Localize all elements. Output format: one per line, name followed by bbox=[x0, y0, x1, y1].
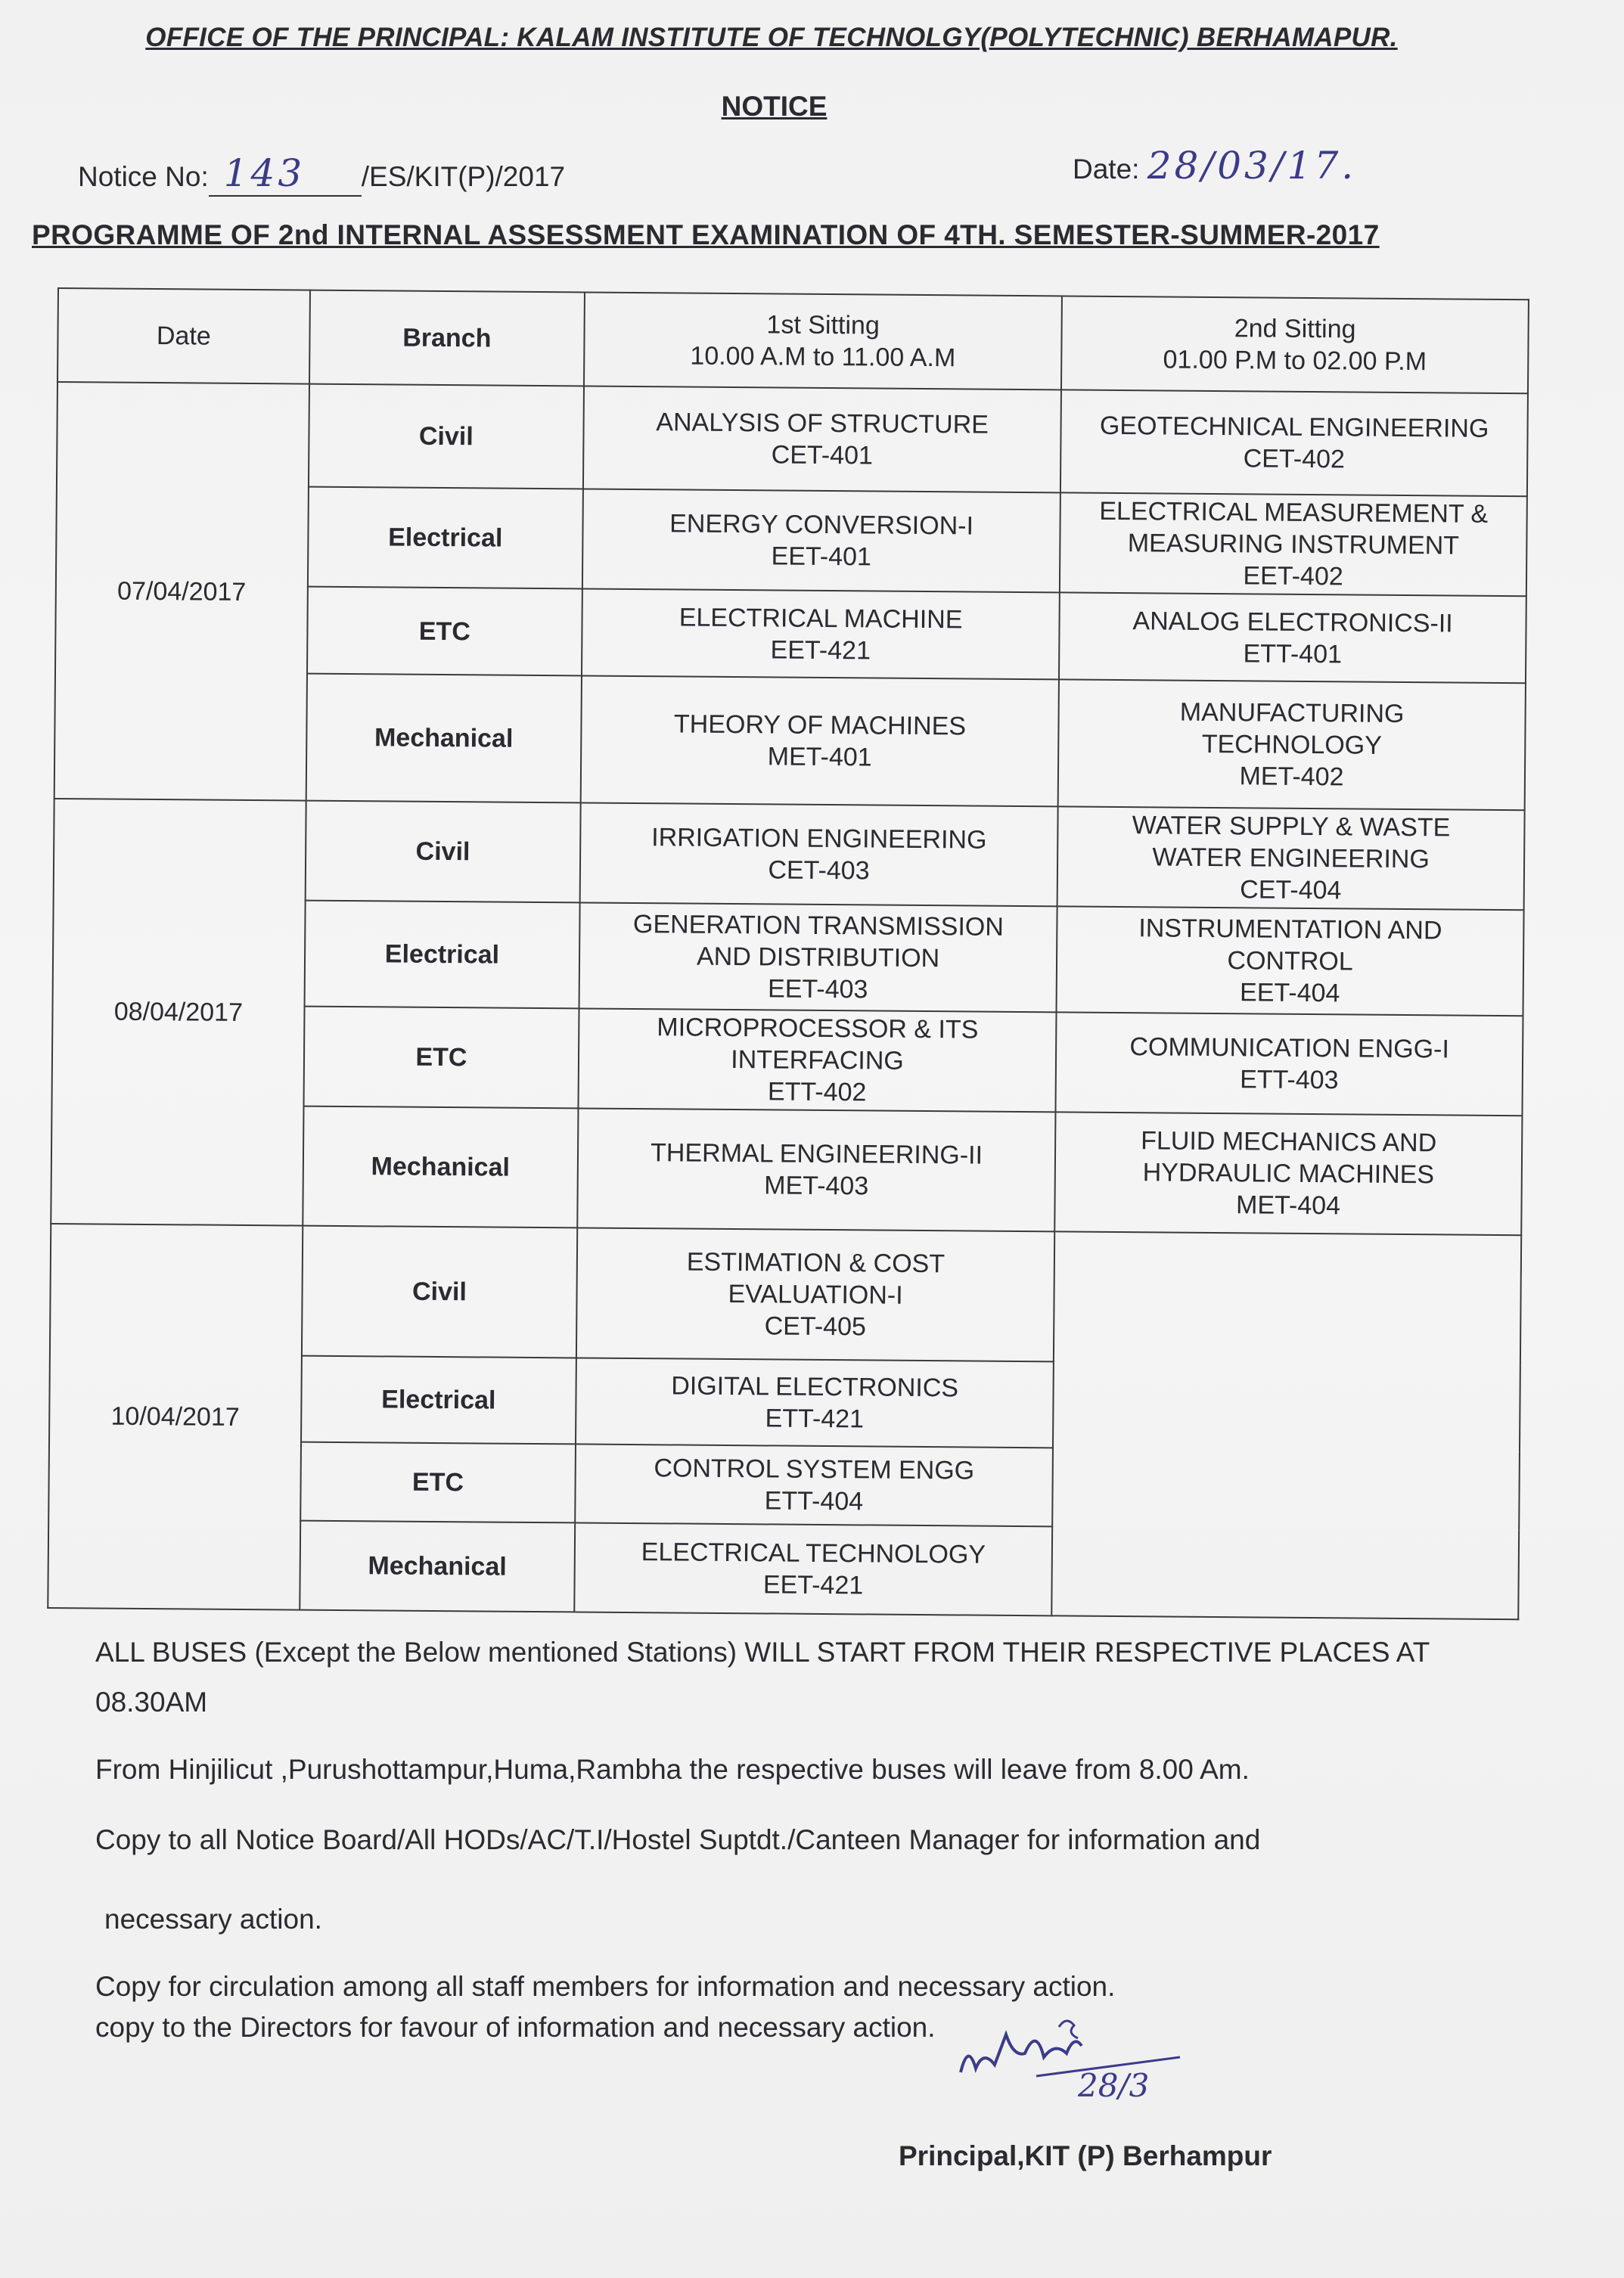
subject-code: ETT-402 bbox=[767, 1077, 867, 1107]
second-sitting-label: 2nd Sitting bbox=[1234, 314, 1356, 344]
copy-staff: Copy for circulation among all staff members for information and necessary action. bbox=[95, 1971, 1116, 2002]
notice-title: NOTICE bbox=[721, 91, 828, 122]
second-sitting-subject bbox=[1057, 906, 1524, 1016]
subject-name-line: THERMAL ENGINEERING-II bbox=[650, 1138, 983, 1170]
subject-name-line: ESTIMATION & COST bbox=[686, 1247, 946, 1279]
copy-directors: copy to the Directors for favour of information and necessary action. bbox=[95, 2012, 936, 2043]
subject-name-line: ELECTRICAL MEASUREMENT & bbox=[1099, 496, 1489, 529]
exam-date: 08/04/2017 bbox=[51, 799, 306, 1226]
subject-name-line: GENERATION TRANSMISSION bbox=[632, 910, 1005, 942]
subject-name-line: CONTROL bbox=[1227, 946, 1353, 976]
first-sitting-subject bbox=[582, 489, 1060, 592]
subject-name-line: INSTRUMENTATION AND bbox=[1138, 914, 1442, 945]
branch-name: Electrical bbox=[308, 487, 583, 589]
subject-code: EET-401 bbox=[771, 542, 872, 572]
date-label: Date: bbox=[1073, 154, 1140, 185]
subject-name-line: ENERGY CONVERSION-I bbox=[669, 509, 974, 541]
subject-code: ETT-401 bbox=[1243, 638, 1343, 669]
branch-name: Civil bbox=[309, 384, 584, 489]
first-sitting-subject bbox=[581, 675, 1059, 806]
branch-name: ETC bbox=[307, 587, 582, 676]
notice-number-line bbox=[78, 151, 565, 197]
branch-name: Electrical bbox=[301, 1356, 576, 1445]
subject-name-line: AND DISTRIBUTION bbox=[696, 942, 940, 973]
subject-code: MET-403 bbox=[764, 1171, 869, 1201]
hinjilicut-note: From Hinjilicut ,Purushottampur,Huma,Rambha the respective buses will leave from 8.00 Am. bbox=[95, 1754, 1250, 1785]
notice-date: 28/03/17. bbox=[1147, 144, 1357, 188]
notice-number-suffix: /ES/KIT(P)/2017 bbox=[361, 161, 566, 192]
table-row bbox=[50, 1224, 1521, 1365]
subject-name-line: THEORY OF MACHINES bbox=[673, 709, 967, 741]
subject-code: CET-403 bbox=[768, 855, 870, 886]
table-row bbox=[54, 799, 1525, 910]
notice-number: 143 bbox=[223, 151, 306, 195]
table-header-row bbox=[57, 288, 1529, 393]
subject-code: CET-402 bbox=[1243, 444, 1346, 474]
subject-name-line: IRRIGATION ENGINEERING bbox=[651, 823, 987, 855]
subject-name-line: ANALYSIS OF STRUCTURE bbox=[656, 408, 989, 439]
first-sitting-subject bbox=[575, 1444, 1053, 1526]
buses-note bbox=[95, 1634, 1601, 1721]
notice-number-label: Notice No: bbox=[78, 161, 209, 192]
branch-name: Electrical bbox=[304, 901, 579, 1009]
subject-name-line: FLUID MECHANICS AND bbox=[1141, 1126, 1437, 1158]
exam-date: 07/04/2017 bbox=[54, 382, 309, 801]
subject-code: ETT-421 bbox=[765, 1404, 865, 1434]
subject-name-line: EVALUATION-I bbox=[728, 1280, 903, 1310]
subject-code: MET-401 bbox=[767, 742, 872, 772]
subject-code: ETT-404 bbox=[764, 1486, 864, 1516]
subject-code: EET-421 bbox=[762, 1570, 864, 1600]
second-sitting-subject bbox=[1057, 806, 1525, 910]
principal-title: Principal,KIT (P) Berhampur bbox=[899, 2140, 1272, 2171]
branch-name: Civil bbox=[305, 801, 580, 903]
first-sitting-subject bbox=[578, 1008, 1056, 1112]
principal-signature bbox=[953, 2012, 1195, 2103]
subject-code: ETT-403 bbox=[1240, 1065, 1339, 1095]
branch-name: ETC bbox=[300, 1442, 576, 1523]
subject-name-line: ANALOG ELECTRONICS-II bbox=[1132, 606, 1453, 638]
second-sitting-subject bbox=[1054, 1112, 1522, 1235]
copy-notice-board-cont: necessary action. bbox=[104, 1904, 322, 1935]
second-sitting-subject bbox=[1060, 389, 1528, 496]
subject-name-line: ELECTRICAL TECHNOLOGY bbox=[641, 1538, 986, 1569]
second-sitting-subject bbox=[1056, 1012, 1523, 1116]
programme-heading: PROGRAMME OF 2nd INTERNAL ASSESSMENT EXAMINATION OF 4TH. SEMESTER-SUMMER-2017 bbox=[32, 219, 1380, 250]
subject-name-line: GEOTECHNICAL ENGINEERING bbox=[1099, 411, 1489, 443]
subject-code: MET-402 bbox=[1239, 762, 1344, 792]
signature-date: 28/3 bbox=[1078, 2067, 1150, 2103]
second-sitting-subject bbox=[1059, 592, 1526, 683]
first-sitting-subject bbox=[582, 588, 1060, 679]
buses-note-line1: ALL BUSES (Except the Below mentioned Stations) WILL START FROM THEIR RESPECTIVE PLACES AT bbox=[95, 1637, 1430, 1668]
branch-name: Civil bbox=[302, 1226, 578, 1358]
copy-notice-board: Copy to all Notice Board/All HODs/AC/T.I/Hostel Suptdt./Canteen Manager for information and bbox=[95, 1824, 1261, 1855]
subject-code: MET-404 bbox=[1235, 1190, 1341, 1221]
first-sitting-subject bbox=[579, 902, 1057, 1012]
second-sitting-subject bbox=[1060, 492, 1527, 596]
branch-name: Mechanical bbox=[300, 1521, 575, 1612]
subject-name-line: ELECTRICAL MACHINE bbox=[678, 602, 963, 634]
subject-code: EET-421 bbox=[770, 635, 871, 665]
subject-code: CET-401 bbox=[771, 440, 874, 470]
second-sitting-subject bbox=[1058, 679, 1526, 810]
first-sitting-subject bbox=[576, 1358, 1054, 1448]
header-first-sitting bbox=[584, 292, 1062, 389]
subject-name-line: TECHNOLOGY bbox=[1201, 729, 1383, 760]
subject-name-line: MANUFACTURING bbox=[1179, 697, 1405, 729]
header-second-sitting bbox=[1061, 296, 1529, 393]
first-sitting-time: 10.00 A.M to 11.00 A.M bbox=[690, 341, 956, 373]
subject-name-line: DIGITAL ELECTRONICS bbox=[671, 1371, 959, 1403]
table-row bbox=[57, 382, 1528, 496]
subject-code: CET-405 bbox=[764, 1311, 867, 1342]
first-sitting-subject bbox=[583, 386, 1061, 492]
subject-name-line: MEASURING INSTRUMENT bbox=[1127, 529, 1460, 560]
second-sitting-empty bbox=[1051, 1231, 1521, 1619]
subject-code: CET-404 bbox=[1240, 875, 1342, 905]
first-sitting-label: 1st Sitting bbox=[766, 310, 880, 340]
subject-name-line: COMMUNICATION ENGG-I bbox=[1129, 1032, 1450, 1064]
subject-name-line: MICROPROCESSOR & ITS bbox=[657, 1013, 979, 1044]
first-sitting-subject bbox=[580, 802, 1058, 906]
subject-name-line: CONTROL SYSTEM ENGG bbox=[654, 1454, 975, 1485]
first-sitting-subject bbox=[576, 1227, 1054, 1361]
exam-date: 10/04/2017 bbox=[48, 1224, 303, 1610]
subject-code: EET-402 bbox=[1243, 561, 1343, 591]
buses-note-line2: 08.30AM bbox=[95, 1687, 208, 1718]
second-sitting-time: 01.00 P.M to 02.00 P.M bbox=[1163, 345, 1427, 377]
header-branch: Branch bbox=[309, 290, 585, 386]
office-heading: OFFICE OF THE PRINCIPAL: KALAM INSTITUTE OF TECHNOLGY(POLYTECHNIC) BERHAMAPUR. bbox=[145, 23, 1398, 52]
subject-code: EET-404 bbox=[1239, 978, 1340, 1008]
branch-name: ETC bbox=[303, 1007, 579, 1109]
exam-schedule-table bbox=[47, 287, 1529, 1620]
notice-date-line bbox=[1073, 144, 1356, 188]
subject-name-line: INTERFACING bbox=[731, 1045, 904, 1075]
header-date: Date bbox=[57, 288, 310, 384]
branch-name: Mechanical bbox=[306, 674, 582, 803]
subject-name-line: HYDRAULIC MACHINES bbox=[1142, 1158, 1435, 1190]
first-sitting-subject bbox=[577, 1108, 1055, 1231]
branch-name: Mechanical bbox=[303, 1106, 578, 1228]
subject-code: EET-403 bbox=[767, 974, 868, 1004]
first-sitting-subject bbox=[574, 1522, 1052, 1615]
subject-name-line: WATER SUPPLY & WASTE bbox=[1132, 811, 1451, 843]
subject-name-line: WATER ENGINEERING bbox=[1152, 843, 1430, 874]
